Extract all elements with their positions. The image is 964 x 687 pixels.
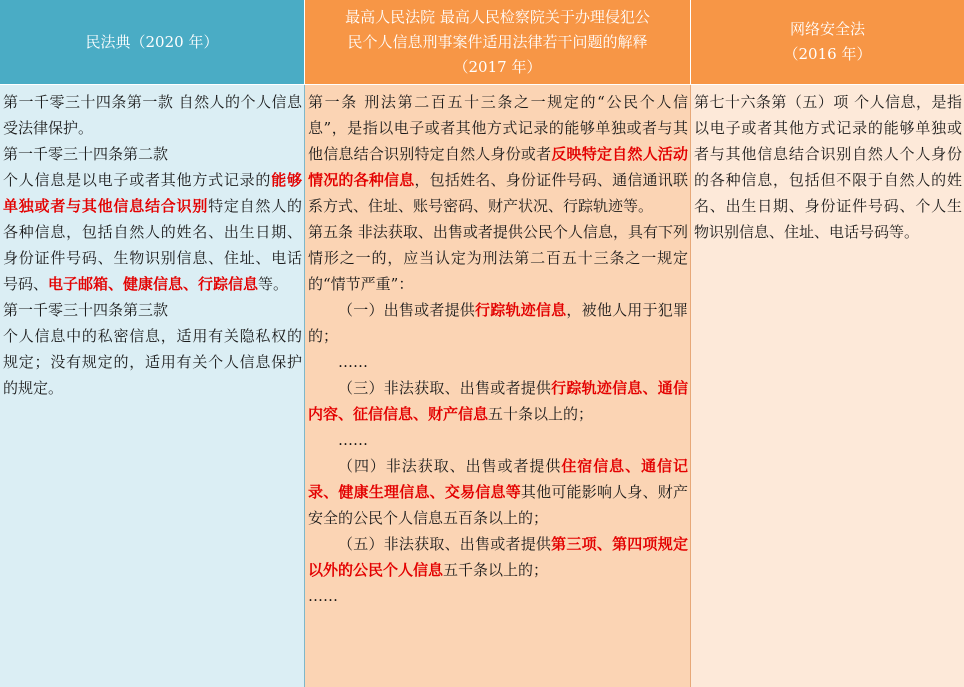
judicial-text: 第一条 刑法第二百五十三条之一规定的“公民个人信息”，是指以电子或者其他方式记录的能够单独或者与其他信息结合识别特定自然人身份或者	[308, 93, 688, 163]
judicial-text: ，包括姓名、身份证件号码、通信通讯联系方式、住址、账号密码、财产状况、行踪轨迹等。	[308, 171, 688, 215]
judicial-para-1	[308, 89, 688, 219]
judicial-text: 其他可能影响人身、财产安全的公民个人信息五百条以上的；	[308, 483, 688, 527]
header-cyber-line2: （2016 年）	[783, 45, 872, 63]
judicial-text: 五十条以上的；	[488, 405, 594, 423]
cyber-para-1: 第七十六条第（五）项 个人信息，是指以电子或者其他方式记录的能够单独或者与其他信息结合识别自然人个人身份的各种信息，包括但不限于自然人的姓名、出生日期、身份证件号码、个人生物识别信息、住址、电话号码等。	[694, 93, 962, 241]
header-judicial-interpretation	[305, 0, 691, 85]
judicial-highlight: 第三项、第四项规定以外的公民个人信息	[308, 535, 688, 579]
header-judicial-line1: 最高人民法院 最高人民检察院关于办理侵犯公	[345, 7, 650, 26]
civil-highlight: 电子邮箱、健康信息、行踪信息	[48, 275, 259, 293]
ellipsis: ……	[338, 353, 368, 371]
civil-text: 特定自然人的各种信息，包括自然人的姓名、出生日期、身份证件号码、生物识别信息、住址、电话号码、	[3, 197, 302, 293]
cybersecurity-law-cell	[691, 85, 964, 687]
judicial-item-3	[308, 375, 688, 427]
header-civil-code-title: 民法典（2020 年）	[85, 32, 219, 51]
judicial-text: （五）非法获取、出售或者提供	[338, 535, 552, 553]
judicial-highlight: 住宿信息、通信记录、健康生理信息、交易信息等	[308, 457, 688, 501]
header-judicial-line2: 民个人信息刑事案件适用法律若干问题的解释	[347, 32, 648, 51]
civil-code-para-1: 第一千零三十四条第一款 自然人的个人信息受法律保护。	[3, 93, 302, 137]
judicial-highlight: 行踪轨迹信息	[475, 301, 567, 319]
judicial-text: （一）出售或者提供	[338, 301, 476, 319]
judicial-highlight: 行踪轨迹信息、通信内容、征信信息、财产信息	[308, 379, 688, 423]
judicial-item-1	[308, 297, 688, 349]
civil-highlight: 能够单独或者与其他信息结合识别	[3, 171, 302, 215]
judicial-item-4	[308, 453, 688, 531]
ellipsis: ……	[308, 587, 338, 605]
civil-code-para-4: 第一千零三十四条第三款	[3, 301, 169, 319]
judicial-highlight: 反映特定自然人活动情况的各种信息	[308, 145, 688, 189]
header-cyber-line1: 网络安全法	[789, 20, 865, 38]
judicial-text: ，被他人用于犯罪的；	[308, 301, 688, 345]
judicial-text: （四）非法获取、出售或者提供	[338, 457, 562, 475]
judicial-para-2: 第五条 非法获取、出售或者提供公民个人信息，具有下列情形之一的，应当认定为刑法第二百五十三条之一规定的“情节严重”：	[308, 223, 688, 293]
civil-code-para-2: 第一千零三十四条第二款	[3, 145, 169, 163]
civil-code-para-3	[3, 167, 302, 297]
header-cybersecurity-law	[691, 0, 964, 85]
civil-text: 等。	[258, 275, 289, 293]
judicial-text: （三）非法获取、出售或者提供	[338, 379, 552, 397]
judicial-text: 五千条以上的；	[443, 561, 549, 579]
judicial-interpretation-cell	[305, 85, 691, 687]
header-judicial-line3: （2017 年）	[453, 57, 542, 76]
ellipsis: ……	[338, 431, 368, 449]
civil-text: 个人信息是以电子或者其他方式记录的	[3, 171, 272, 189]
civil-code-cell	[0, 85, 305, 687]
header-civil-code	[0, 0, 305, 85]
judicial-item-5	[308, 531, 688, 583]
civil-code-para-5: 个人信息中的私密信息，适用有关隐私权的规定；没有规定的，适用有关个人信息保护的规定。	[3, 327, 302, 397]
